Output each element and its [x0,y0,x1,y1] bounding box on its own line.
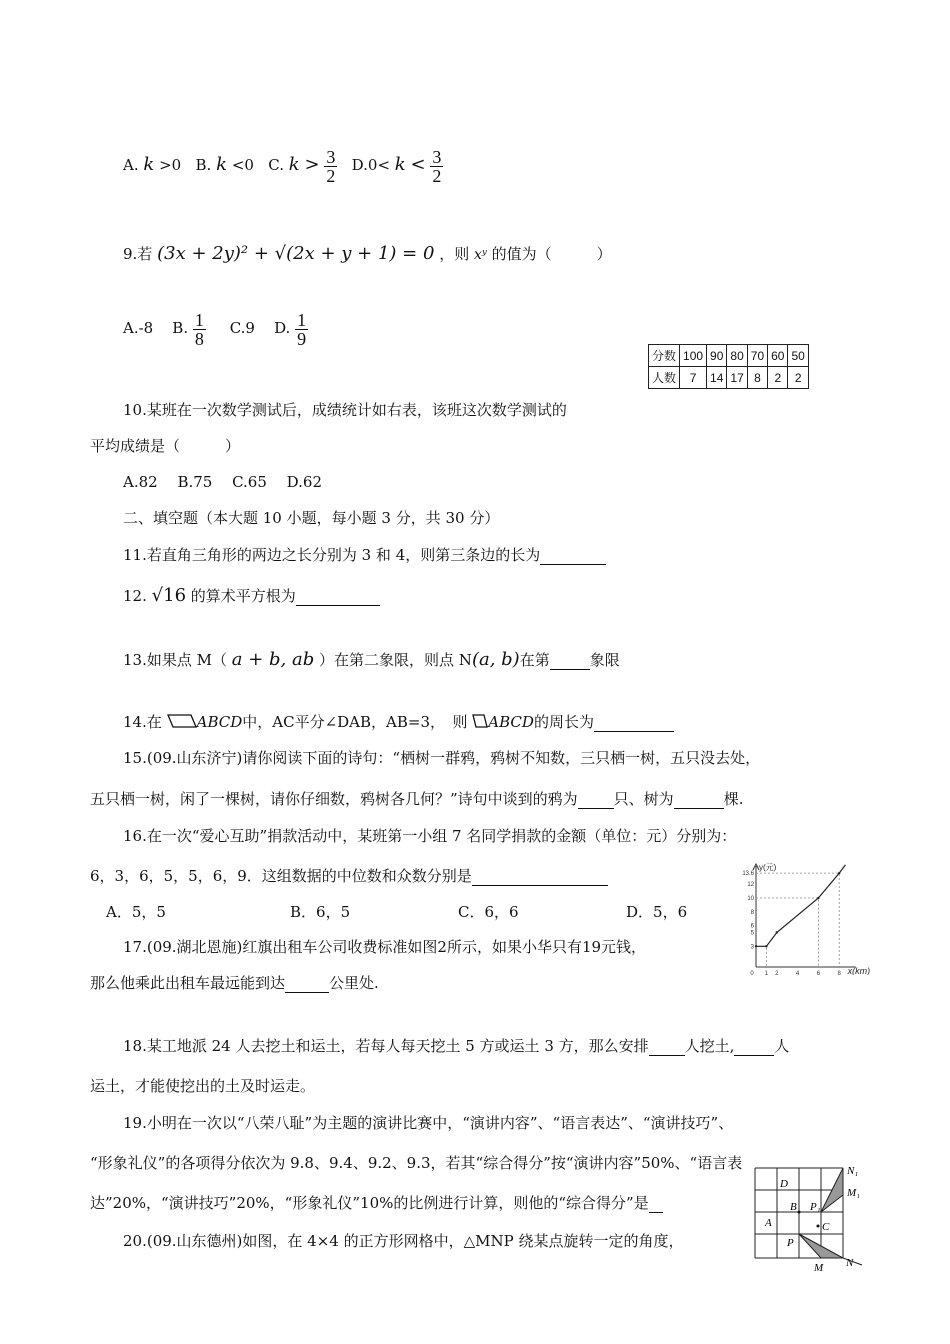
q10-line1: 10.某班在一次数学测试后，成绩统计如右表，该班这次数学测试的 [123,401,567,419]
q19-line1: 19.小明在一次以“八荣八耻”为主题的演讲比赛中，“演讲内容”、“语言表达”、“演讲技巧”、 [123,1114,734,1132]
rotation-grid-figure [752,1160,872,1275]
parallelogram-icon [472,714,488,728]
data-point [765,945,767,947]
taxi-fare-chart [736,860,871,975]
answer-blank[interactable] [285,976,329,993]
x-tick-label: 0 [750,971,754,975]
x-tick-label: 2 [775,971,779,975]
x-tick-label: 1 [764,971,769,975]
answer-blank[interactable] [296,589,380,606]
answer-blank[interactable] [734,1039,774,1056]
fare-line [756,873,839,946]
q19-line2: “形象礼仪”的各项得分依次为 9.8、9.4、9.2、9.3，若其“综合得分”按“演讲内容”50%、“语言表 [90,1154,743,1172]
y-tick-label: 6 [750,923,754,930]
label-p1: P₁ [810,1201,821,1213]
fare-line-extension [839,865,845,873]
label-d: D [780,1178,788,1190]
q16-option-d: D．5，6 [626,903,688,921]
q16-line1: 16.在一次“爱心互助”捐款活动中，某班第一小组 7 名同学捐款的金额（单位：元）分别为： [123,827,737,845]
label-c: C [822,1221,830,1233]
q8-options: A. k >0 B. k <0 C. k > $\frac{3}{2}$ D.0< k < $\frac{3}{2}$ [123,146,442,186]
answer-blank[interactable] [649,1039,685,1056]
q19-line3: 达”20%，“演讲技巧”20%，“形象礼仪”10%的比例进行计算，则他的“综合得分”是 [90,1193,750,1213]
data-point [817,897,819,899]
q16-option-b: B．6，5 [290,903,351,921]
y-tick-label: 3 [750,944,754,951]
q15-line1: 15.(09.山东济宁)请你阅读下面的诗句：“栖树一群鸦，鸦树不知数，三只栖一树，五只没去处， [123,749,761,767]
fraction-3-2: $\frac{3}{2}$ [432,146,442,186]
q15-line2: 五只栖一树，闲了一棵树，请你仔细数，鸦树各几何？”诗句中谈到的鸦为 只、树为 棵. [90,790,744,808]
data-point [838,872,840,874]
y-axis-label: y(元) [759,863,777,872]
answer-blank[interactable] [594,715,674,732]
q11: 11.若直角三角形的两边之长分别为 3 和 4，则第三条边的长为 [123,545,606,565]
answer-blank[interactable] [472,869,608,886]
y-tick-label: 8 [750,909,754,916]
answer-blank[interactable] [674,792,724,809]
answer-blank[interactable] [578,792,614,809]
x-tick-label: 4 [795,971,800,975]
y-tick-label: 5 [750,930,754,937]
x-tick-label: 8 [837,971,841,975]
answer-blank[interactable] [550,653,590,670]
chart-labels [742,863,870,975]
q13: 13.如果点 M（ a + b, ab ）在第二象限，则点 N(a, b)在第 象限 [123,649,620,670]
guide-line-2 [756,946,766,967]
section-heading: 二、填空题（本大题 10 小题，每小题 3 分，共 30 分） [123,509,500,527]
fraction-1-9: $\frac{1}{9}$ [297,309,307,349]
label-a: A [765,1217,772,1229]
answer-blank[interactable] [649,1196,663,1213]
guide-line-1 [756,898,818,967]
score-table [648,344,809,389]
q18-line1: 18.某工地派 24 人去挖土和运土，若每人每天挖土 5 方或运土 3 方，那么安排 人挖土, 人 [123,1037,790,1055]
label-p: P [787,1237,794,1249]
data-point [776,931,778,933]
label-m1: M₁ [847,1187,860,1199]
label-n1: N₁ [847,1165,859,1177]
table-row: 人数 7 14 17 8 2 2 [649,367,809,389]
q14: 14.在 ABCD中，AC平分∠DAB，AB=3， 则 ABCD的周长为 [123,712,674,732]
label-b: B [790,1201,797,1213]
q12: 12. √16 的算术平方根为 [123,586,380,606]
q9-stem: 9.若 (3x + 2y)² + √(2x + y + 1) = 0 ，则 xʸ 的值为（ ） [123,243,612,264]
q17-line2: 那么他乘此出租车最远能到达 公里处. [90,974,379,992]
q17-line1: 17.(09.湖北恩施)红旗出租车公司收费标准如图2所示，如果小华只有19元钱， [123,938,647,956]
y-tick-label: 12 [747,882,754,889]
data-point [755,945,757,947]
q18-line2: 运土，才能使挖出的土及时运走。 [90,1077,316,1095]
table-row: 分数 100 90 80 70 60 50 [649,345,809,367]
label-n: N [846,1257,854,1269]
x-axis-label: x(km) [847,966,871,975]
q16-option-a: A．5，5 [106,903,166,921]
q16-line2: 6，3，6，5，5，6，9．这组数据的中位数和众数分别是 [90,866,608,886]
fraction-1-8: $\frac{1}{8}$ [194,309,204,349]
q10-options: A.82 B.75 C.65 D.62 [123,473,323,491]
x-tick-label: 6 [816,971,821,975]
label-m: M [814,1262,824,1274]
q9-options: A.-8 B. $\frac{1}{8}$ C.9 D. $\frac{1}{9}$ [123,309,307,349]
answer-blank[interactable] [540,548,606,565]
y-tick-label: 10 [747,896,754,902]
y-tick-label: 13.6 [742,871,754,878]
q20: 20.(09.山东德州)如图，在 4×4 的正方形网格中，△MNP 绕某点旋转一定的角度， [123,1232,684,1250]
q10-line2: 平均成绩是（ ） [90,437,241,455]
q16-option-c: C．6，6 [458,903,519,921]
fraction-3-2: $\frac{3}{2}$ [326,146,336,186]
parallelogram-icon [167,714,197,728]
chart-series [755,865,846,948]
